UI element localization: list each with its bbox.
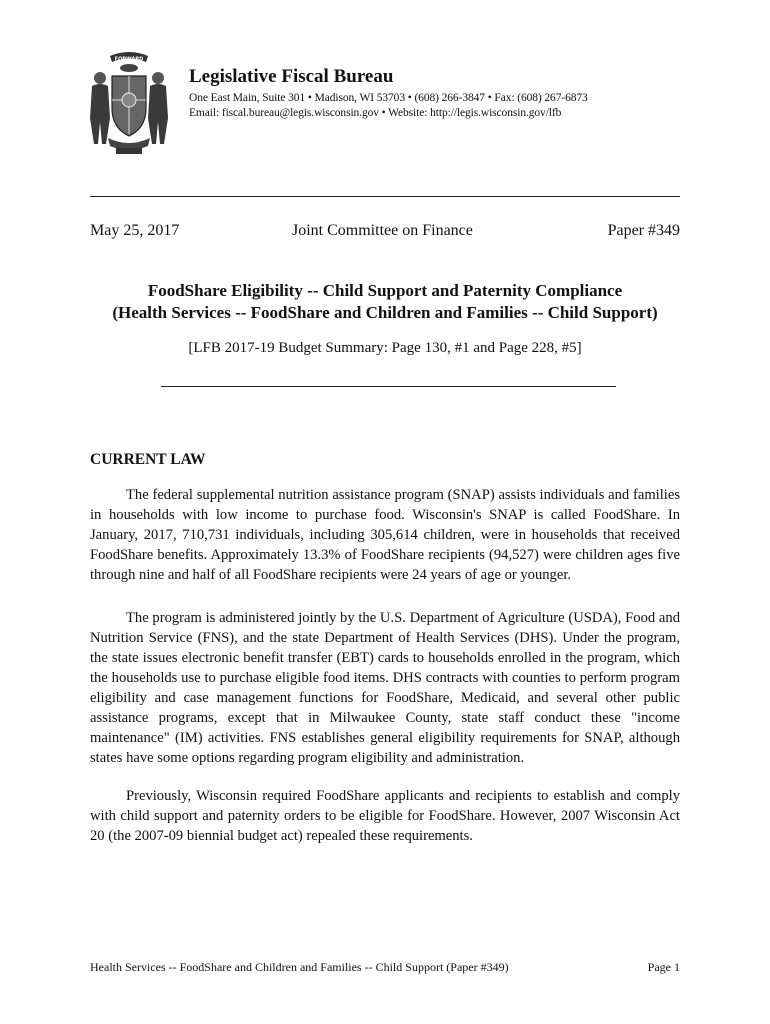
paper-subtitle: (Health Services -- FoodShare and Children and Families -- Child Support) xyxy=(112,303,658,322)
body-paragraph: The federal supplemental nutrition assistance program (SNAP) assists individuals and families in households with low income to purchase food. Wisconsin's SNAP is called FoodShare. In January, 2017, 710,731 individuals, including 305,614 children, were in households that received FoodShare benefits. Approximately 13.3% of FoodShare recipients (94,527) were children ages five through nine and half of all FoodShare recipients were 24 years of age or younger. xyxy=(90,487,680,583)
wisconsin-state-seal-icon xyxy=(80,48,178,158)
paper-number: Paper #349 xyxy=(607,222,680,239)
committee-name: Joint Committee on Finance xyxy=(292,222,473,239)
paper-title: FoodShare Eligibility -- Child Support and Paternity Compliance xyxy=(147,281,623,300)
paper-date: May 25, 2017 xyxy=(90,222,180,239)
body-paragraph: The program is administered jointly by the U.S. Department of Agriculture (USDA), Food and Nutrition Service (FNS), and the state Department of Health Services (DHS). Under the program, the state issues electronic benefit transfer (EBT) cards to households enrolled in the program, which the households use to purchase eligible food items. DHS contracts with counties to perform program eligibility and case management functions for FoodShare, Medicaid, and several other public assistance programs, except that in Milwaukee County, state staff conduct these "income maintenance" (IM) activities. FNS establishes general eligibility requirements for SNAP, although states have some options regarding program eligibility and administration. xyxy=(90,610,680,766)
address-line: One East Main, Suite 301 • Madison, WI 53703 • (608) 266-3847 • Fax: (608) 267-6873 xyxy=(189,92,588,104)
budget-summary-reference: [LFB 2017-19 Budget Summary: Page 130, #1 and Page 228, #5] xyxy=(188,340,582,356)
title-divider xyxy=(161,386,616,387)
body-paragraph: Previously, Wisconsin required FoodShare applicants and recipients to establish and comply with child support and paternity orders to be eligible for FoodShare. However, 2007 Wisconsin Act 20 (the 2007-09 biennial budget act) repealed these requirements. xyxy=(90,788,680,844)
seal-banner-text: FORWARD xyxy=(114,56,144,63)
page-number: Page 1 xyxy=(647,960,680,974)
footer-title: Health Services -- FoodShare and Children and Families -- Child Support (Paper #349) xyxy=(90,960,509,974)
section-heading: CURRENT LAW xyxy=(90,451,206,468)
header-divider xyxy=(90,196,680,197)
organization-name: Legislative Fiscal Bureau xyxy=(189,66,394,87)
contact-line: Email: fiscal.bureau@legis.wisconsin.gov • Website: http://legis.wisconsin.gov/lfb xyxy=(189,107,562,119)
